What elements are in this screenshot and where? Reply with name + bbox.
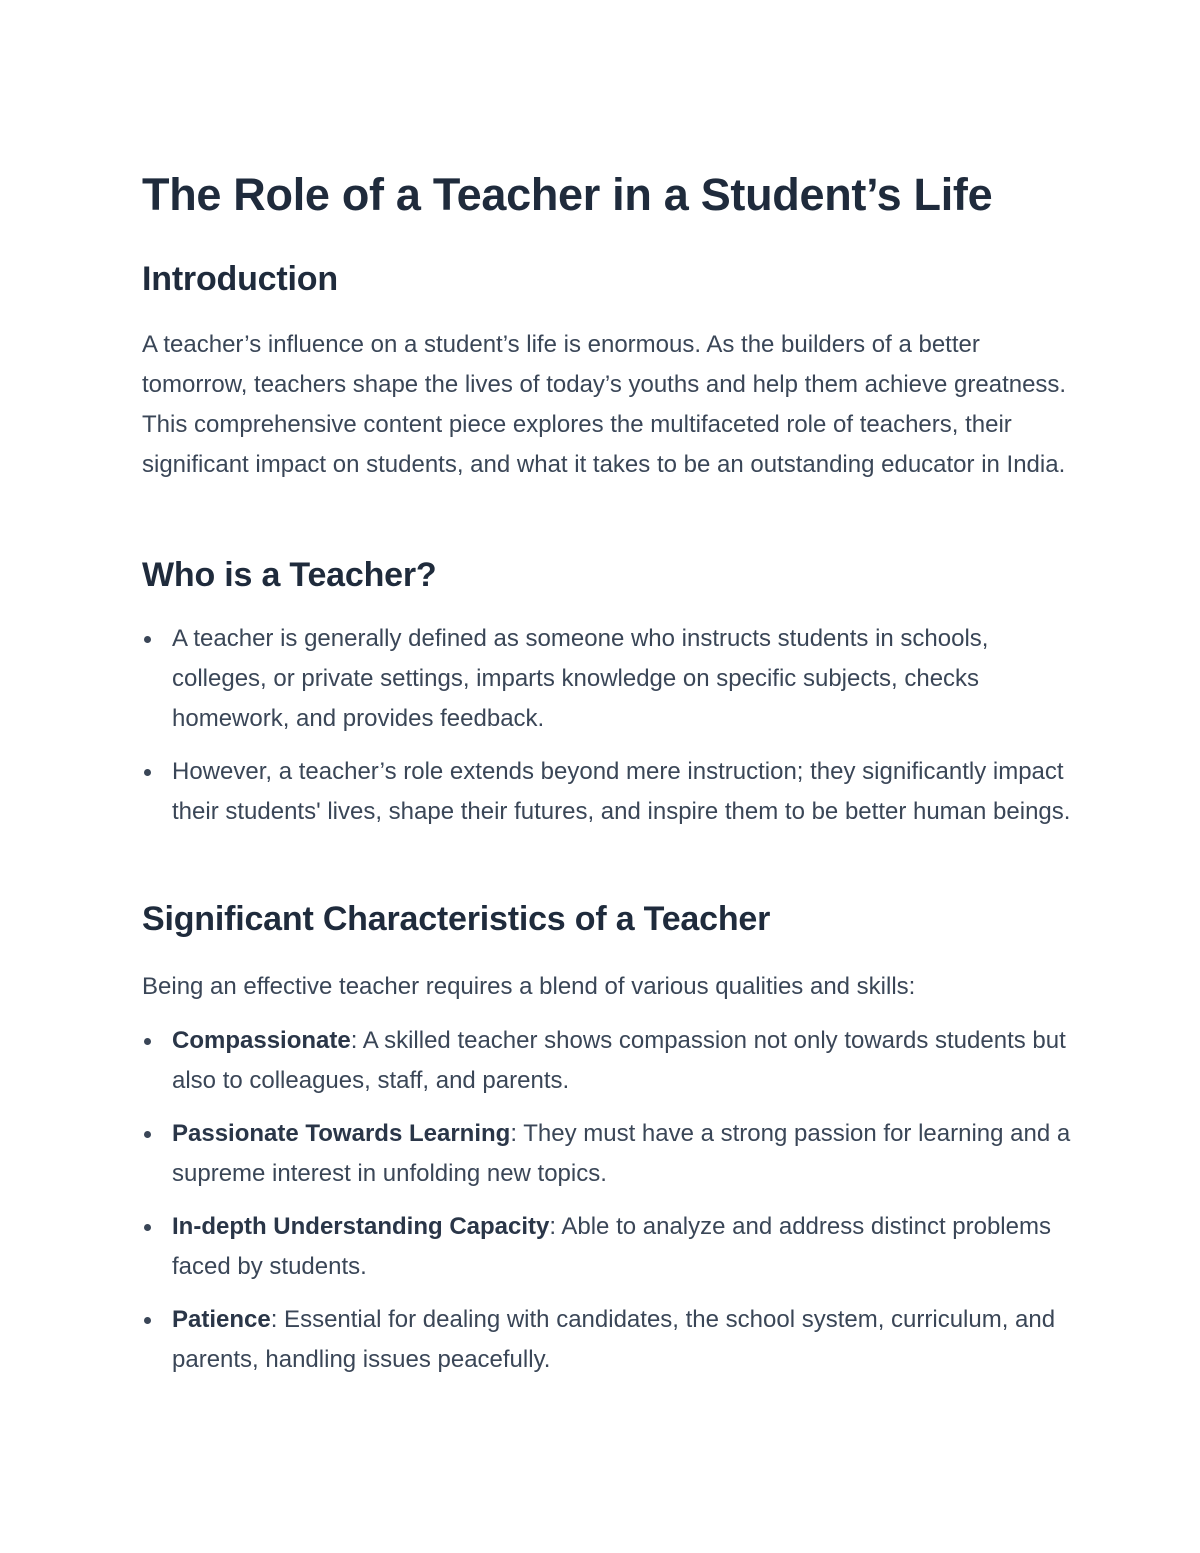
list-item-text: : Essential for dealing with candidates, the school system, curriculum, and parents, handling issues peacefully. [172,1306,1056,1373]
list-item-text: However, a teacher’s role extends beyond mere instruction; they significantly impact their students' lives, shape their futures, and inspire them to be better human beings. [172,758,1071,825]
list-item [142,1300,1072,1380]
list-item [142,752,1072,832]
characteristics-intro: Being an effective teacher requires a blend of various qualities and skills: [142,973,916,1000]
bullet-icon [144,1317,151,1324]
bullet-icon [144,636,151,643]
list-item-term: Passionate Towards Learning [172,1120,511,1147]
list-item-text: : Able to analyze and address distinct problems faced by students. [172,1213,1051,1280]
list-item [142,619,1072,739]
list-item [142,1021,1072,1101]
who-bullet-list [142,619,1072,845]
bullet-icon [144,1038,151,1045]
list-item [142,1207,1072,1287]
list-item-text: : A skilled teacher shows compassion not only towards students but also to colleagues, staff, and parents. [172,1027,1066,1094]
bullet-icon [144,769,151,776]
bullet-icon [144,1224,151,1231]
bullet-icon [144,1131,151,1138]
list-item-text: A teacher is generally defined as someone who instructs students in schools, colleges, or private settings, imparts knowledge on specific subjects, checks homework, and provides feedback. [172,625,989,732]
characteristics-heading: Significant Characteristics of a Teacher [142,900,771,938]
introduction-heading: Introduction [142,260,338,298]
list-item-term: In-depth Understanding Capacity [172,1213,550,1240]
page-title: The Role of a Teacher in a Student’s Life [142,169,993,220]
introduction-paragraph: A teacher’s influence on a student’s life is enormous. As the builders of a better tomorrow, teachers shape the lives of today’s youths and help them achieve greatness. This comprehensive content piece explores the multifaceted role of teachers, their significant impact on students, and what it takes to be an outstanding educator in India. [142,331,1067,478]
list-item [142,1114,1072,1194]
characteristics-list [142,1021,1072,1393]
who-heading: Who is a Teacher? [142,556,437,594]
list-item-text: : They must have a strong passion for learning and a supreme interest in unfolding new topics. [172,1120,1071,1187]
list-item-term: Compassionate [172,1027,351,1054]
list-item-term: Patience [172,1306,271,1333]
